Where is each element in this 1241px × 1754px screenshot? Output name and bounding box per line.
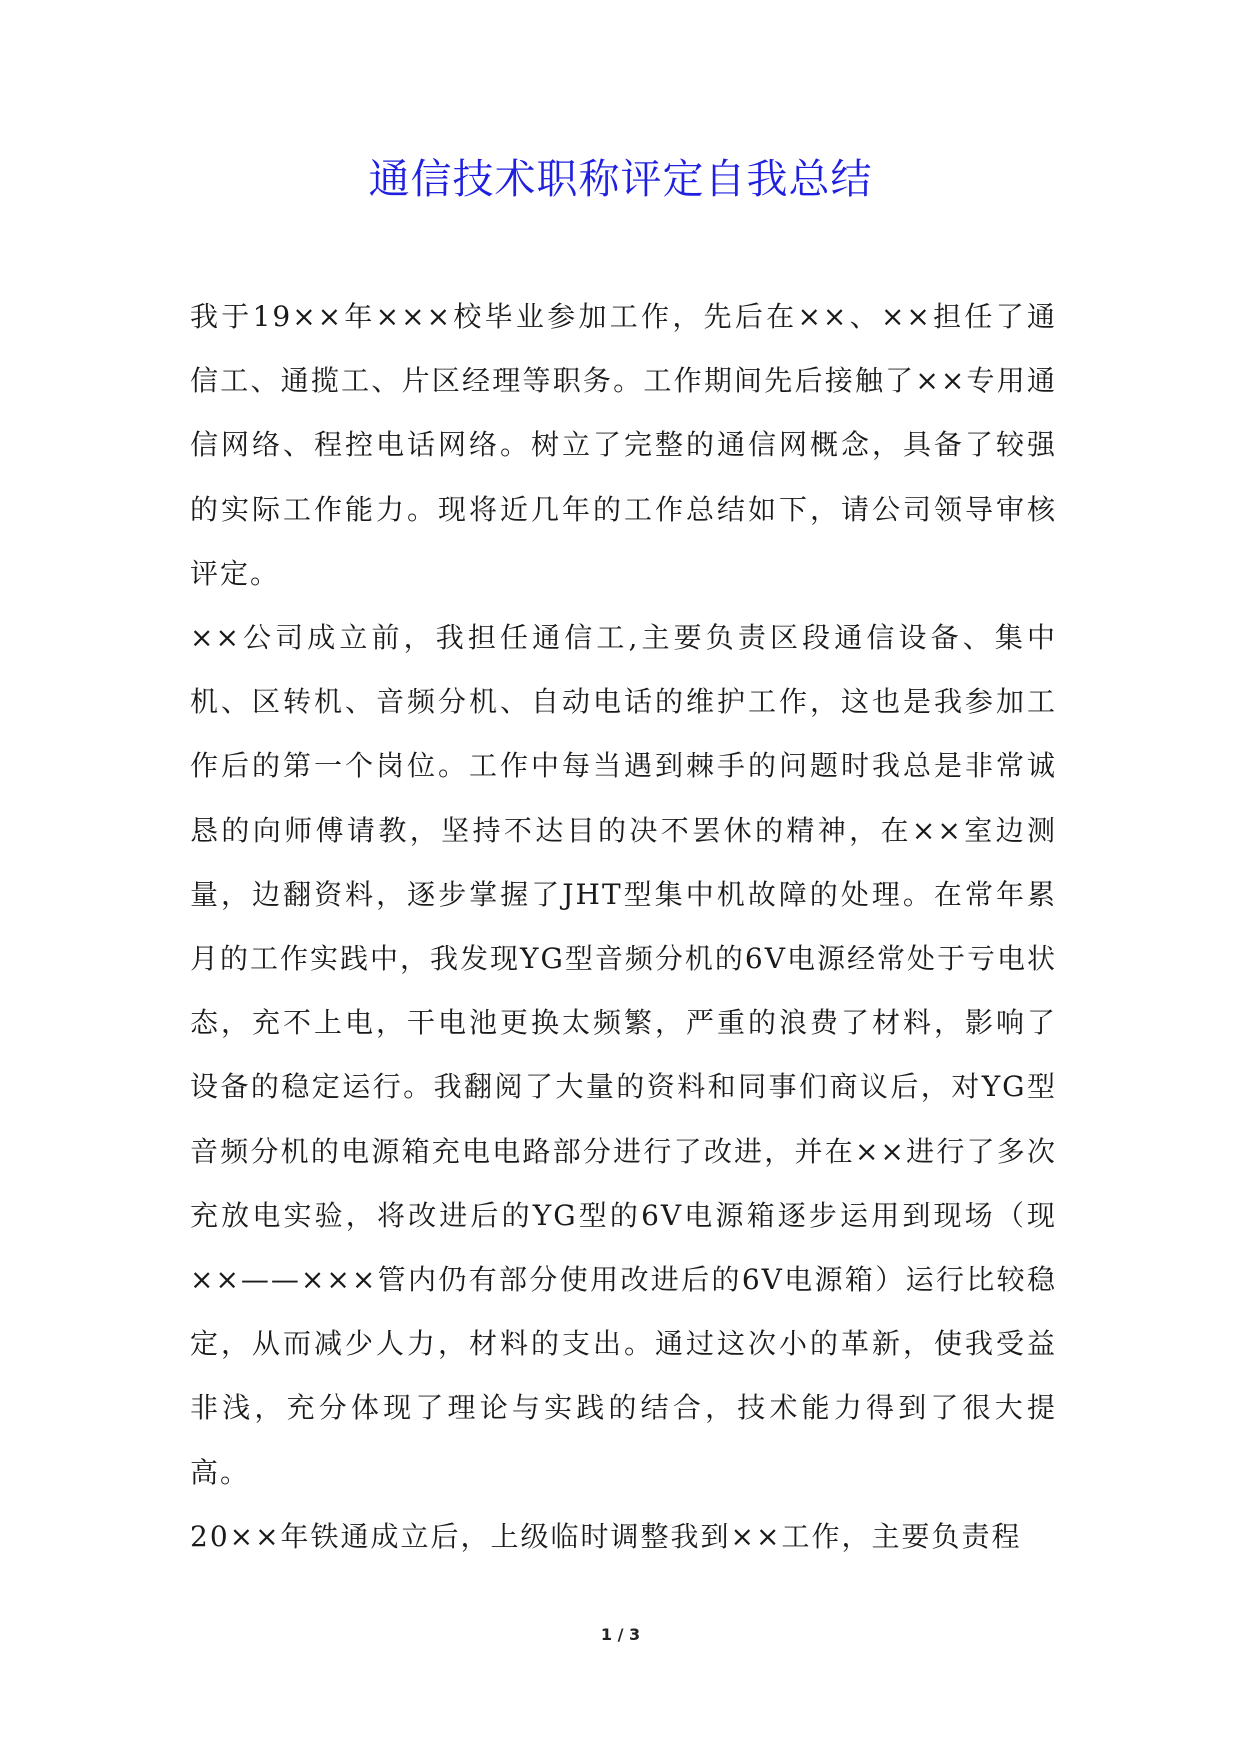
page-number: 1 / 3 <box>600 1625 641 1644</box>
paragraph-after-tietong: 20××年铁通成立后，上级临时调整我到××工作，主要负责程 <box>190 1519 1022 1553</box>
document-body <box>190 285 1057 1569</box>
page-title: 通信技术职称评定自我总结 <box>368 155 873 203</box>
paragraph-first-position: ××公司成立前，我担任通信工,主要负责区段通信设备、集中机、区转机、音频分机、自动电话的维护工作，这也是我参加工作后的第一个岗位。工作中每当遇到棘手的问题时我总是非常诚恳的向师傅请教，坚持不达目的决不罢休的精神，在××室边测量，边翻资料，逐步掌握了JHT型集中机故障的处理。在常年累月的工作实践中，我发现YG型音频分机的6V电源经常处于亏电状态，充不上电，干电池更换太频繁，严重的浪费了材料，影响了设备的稳定运行。我翻阅了大量的资料和同事们商议后，对YG型音频分机的电源箱充电电路部分进行了改进，并在××进行了多次充放电实验，将改进后的YG型的6V电源箱逐步运用到现场（现××——×××管内仍有部分使用改进后的6V电源箱）运行比较稳定，从而减少人力，材料的支出。通过这次小的革新，使我受益非浅，充分体现了理论与实践的结合，技术能力得到了很大提高。 <box>190 621 1057 1489</box>
paragraph-intro: 我于19××年×××校毕业参加工作，先后在××、××担任了通信工、通揽工、片区经理等职务。工作期间先后接触了××专用通信网络、程控电话网络。树立了完整的通信网概念，具备了较强的实际工作能力。现将近几年的工作总结如下，请公司领导审核评定。 <box>190 300 1057 590</box>
